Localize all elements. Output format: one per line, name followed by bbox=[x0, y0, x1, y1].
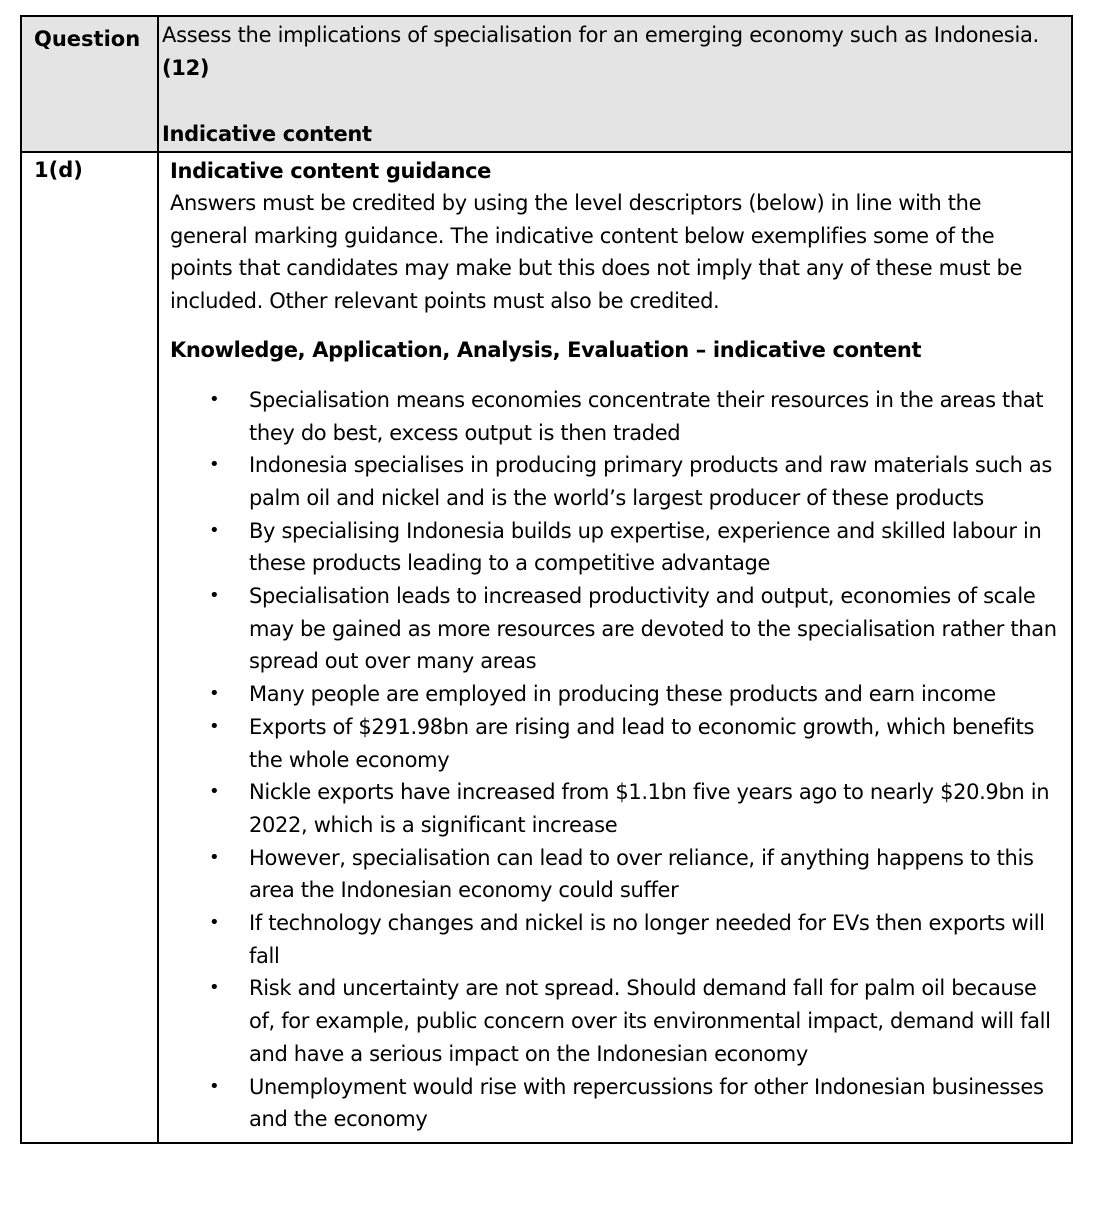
bullet-icon: • bbox=[209, 388, 220, 410]
header-row bbox=[21, 16, 1072, 152]
bullet-text: Specialisation leads to increased productivity and output, economies of scale may be gained as more resources are devoted to the specialisation rather than spread out over many areas bbox=[249, 584, 1057, 674]
section-title: Knowledge, Application, Analysis, Evaluation – indicative content bbox=[170, 337, 922, 362]
bullet-item bbox=[170, 515, 1061, 580]
bullet-item bbox=[170, 907, 1061, 972]
bullet-item bbox=[170, 972, 1061, 1070]
bullet-item bbox=[170, 711, 1061, 776]
bullet-icon: • bbox=[209, 715, 220, 737]
question-label-cell bbox=[21, 16, 158, 152]
bullet-item bbox=[170, 1071, 1061, 1136]
bullet-text: Risk and uncertainty are not spread. Should demand fall for palm oil because of, for example, public concern over its environmental impact, demand will fall and have a serious impact on the Indonesian economy bbox=[249, 976, 1051, 1066]
question-id-cell bbox=[21, 152, 158, 1143]
bullet-text: Unemployment would rise with repercussions for other Indonesian businesses and the economy bbox=[249, 1074, 1044, 1132]
bullet-item bbox=[170, 580, 1061, 678]
bullet-text: Specialisation means economies concentrate their resources in the areas that they do best, excess output is then traded bbox=[249, 387, 1044, 445]
bullet-icon: • bbox=[209, 683, 220, 705]
bullet-icon: • bbox=[209, 781, 220, 803]
question-prompt: Assess the implications of specialisation for an emerging economy such as Indonesia. bbox=[162, 23, 1039, 47]
bullet-text: Exports of $291.98bn are rising and lead to economic growth, which benefits the whole economy bbox=[249, 714, 1035, 772]
question-text-cell bbox=[158, 16, 1072, 152]
indicative-content-label: Indicative content bbox=[162, 122, 372, 146]
content-row bbox=[21, 152, 1072, 1143]
bullet-text: By specialising Indonesia builds up expertise, experience and skilled labour in these products leading to a competitive advantage bbox=[249, 518, 1042, 576]
bullet-icon: • bbox=[209, 585, 220, 607]
bullet-item bbox=[170, 776, 1061, 841]
indicative-content-cell bbox=[158, 152, 1072, 1143]
bullet-item bbox=[170, 384, 1061, 449]
bullet-icon: • bbox=[209, 1075, 220, 1097]
bullet-text: If technology changes and nickel is no longer needed for EVs then exports will fall bbox=[249, 911, 1045, 968]
mark-scheme-table bbox=[20, 15, 1073, 1144]
question-text bbox=[159, 17, 1071, 151]
bullet-text: However, specialisation can lead to over reliance, if anything happens to this area the Indonesian economy could suffer bbox=[249, 845, 1034, 903]
indicative-bullet-list bbox=[170, 384, 1061, 1136]
bullet-icon: • bbox=[209, 519, 220, 541]
bullet-item bbox=[170, 449, 1061, 514]
bullet-icon: • bbox=[209, 912, 220, 934]
bullet-item bbox=[170, 678, 1061, 711]
question-id: 1(d) bbox=[34, 158, 83, 182]
guidance-title: Indicative content guidance bbox=[170, 159, 492, 183]
bullet-text: Nickle exports have increased from $1.1bn five years ago to nearly $20.9bn in 2022, which is a significant increase bbox=[249, 780, 1050, 837]
bullet-text: Indonesia specialises in producing primary products and raw materials such as palm oil and nickel and is the world’s largest producer of these products bbox=[249, 453, 1053, 510]
guidance-text: Answers must be credited by using the level descriptors (below) in line with the general marking guidance. The indicative content below exemplifies some of the points that candidates may make but this does not imply that any of these must be included. Other relevant points must also be credited. bbox=[170, 191, 1023, 314]
bullet-icon: • bbox=[209, 454, 220, 476]
bullet-item bbox=[170, 842, 1061, 907]
bullet-text: Many people are employed in producing these products and earn income bbox=[249, 682, 996, 707]
question-label: Question bbox=[34, 27, 141, 51]
bullet-icon: • bbox=[209, 977, 220, 999]
bullet-icon: • bbox=[209, 846, 220, 868]
question-marks: (12) bbox=[162, 56, 210, 80]
